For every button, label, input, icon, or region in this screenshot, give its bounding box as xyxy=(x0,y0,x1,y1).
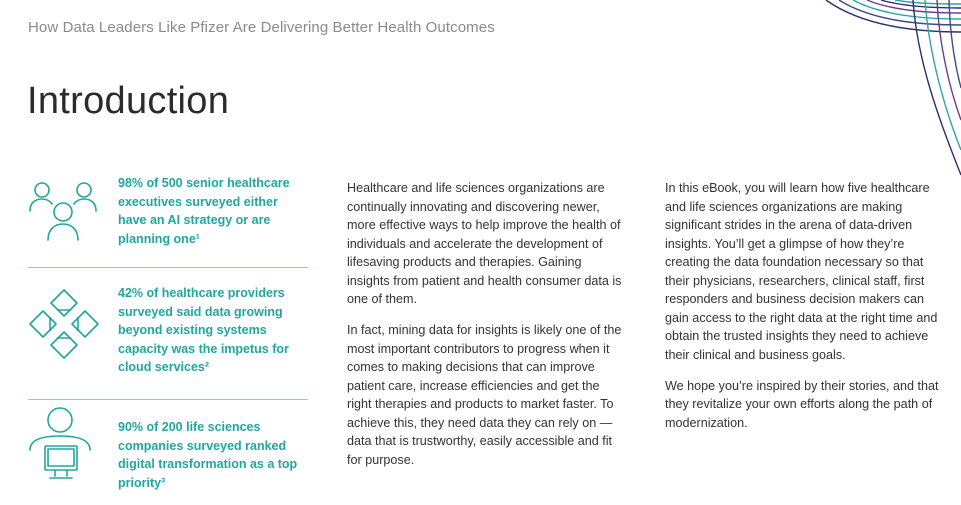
body-column-1 xyxy=(347,179,622,482)
stat-item xyxy=(28,268,308,400)
stat-text: 98% of 500 senior healthcare executives surveyed either have an AI strategy or are planning one¹ xyxy=(118,176,290,246)
page-title: Introduction xyxy=(27,80,230,122)
decorative-lines-graphic xyxy=(821,0,961,185)
stat-item xyxy=(28,172,308,268)
stats-column xyxy=(28,172,308,495)
body-column-2 xyxy=(665,179,945,445)
paragraph: In fact, mining data for insights is likely one of the most important contributors to progress when it comes to making decisions that can improve patient care, increase efficiencies and get the right therapies and products to market faster. To achieve this, they need data they can rely on — data that is trustworthy, easily accessible and fit for purpose. xyxy=(347,323,622,467)
person-computer-icon xyxy=(28,406,100,484)
stat-item xyxy=(28,400,308,495)
paragraph: Healthcare and life sciences organizations are continually innovating and discovering newer, more effective ways to help improve the health of individuals and accelerate the development of lifesaving products and therapies. Gaining insights from patient and health consumer data is one of them. xyxy=(347,181,622,306)
stat-text: 42% of healthcare providers surveyed said data growing beyond existing systems capacity was the impetus for cloud services² xyxy=(118,286,289,374)
people-group-icon xyxy=(28,176,98,242)
paragraph: We hope you’re inspired by their stories, and that they revitalize your own efforts along the path of modernization. xyxy=(665,378,939,430)
diamond-network-icon xyxy=(28,288,100,360)
stat-text: 90% of 200 life sciences companies surveyed ranked digital transformation as a top priority³ xyxy=(118,420,298,490)
paragraph: In this eBook, you will learn how five healthcare and life sciences organizations are making significant strides in the arena of data-driven insights. You’ll get a glimpse of how they’re creating the data foundation necessary so that their physicians, researchers, clinical staff, first responders and business decision makers can gain access to the right data at the right time and obtain the trusted insights they need to achieve their clinical and business goals. xyxy=(665,181,938,362)
document-header: How Data Leaders Like Pfizer Are Delivering Better Health Outcomes xyxy=(28,19,495,36)
